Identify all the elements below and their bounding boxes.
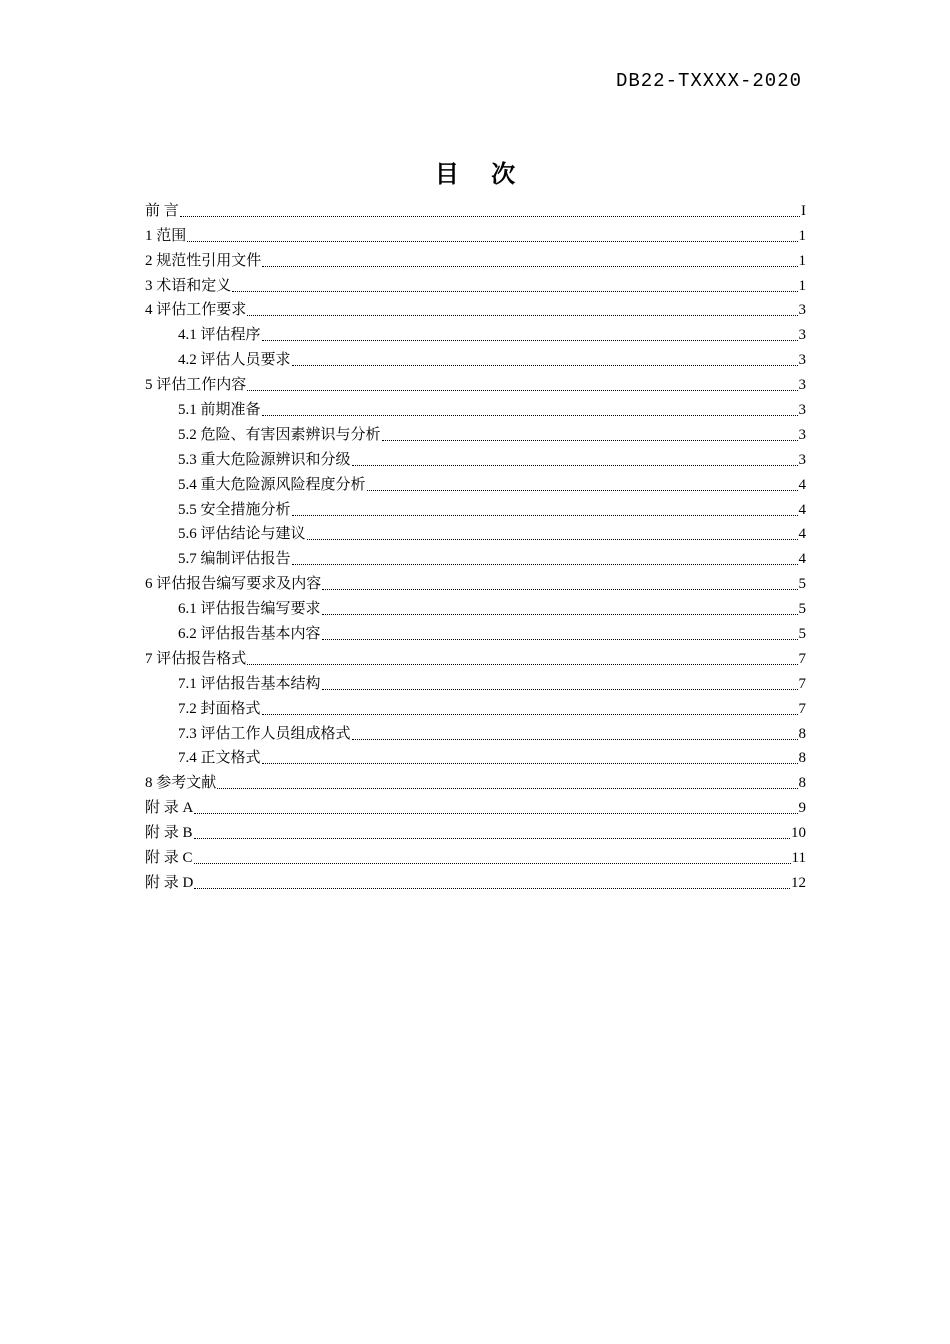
toc-entry[interactable] [145,196,806,221]
toc-entry-page: 3 [798,302,806,319]
toc-entry[interactable] [145,320,806,345]
toc-entry-page: I [801,202,806,219]
toc-entry-label: 2 规范性引用文件 [145,252,262,269]
toc-dot-leader [194,862,791,864]
toc-entry-page: 5 [798,601,806,618]
toc-entry-label: 6 评估报告编写要求及内容 [145,576,322,593]
toc-entry-page: 9 [798,800,806,817]
toc-entry[interactable] [145,843,806,868]
toc-entry-page: 1 [798,277,806,294]
toc-entry-page: 11 [791,850,806,867]
toc-dot-leader [247,663,797,665]
toc-entry-page: 7 [798,675,806,692]
toc-entry[interactable] [145,345,806,370]
document-code: DB22-TXXXX-2020 [615,70,802,92]
toc-entry[interactable] [145,744,806,769]
toc-entry[interactable] [145,445,806,470]
toc-entry[interactable] [145,221,806,246]
toc-entry[interactable] [145,296,806,321]
toc-dot-leader [307,538,798,540]
toc-entry-label: 5.1 前期准备 [178,402,261,419]
toc-entry-label: 1 范围 [145,227,187,244]
toc-entry-label: 附 录 D [145,874,194,891]
table-of-contents [145,196,806,893]
toc-dot-leader [292,514,798,516]
toc-dot-leader [322,588,797,590]
toc-entry-page: 8 [798,725,806,742]
toc-entry[interactable] [145,569,806,594]
toc-entry-label: 5.5 安全措施分析 [178,501,291,518]
toc-entry[interactable] [145,644,806,669]
toc-entry-label: 附 录 A [145,800,194,817]
toc-entry-page: 3 [798,327,806,344]
toc-entry-label: 7.4 正文格式 [178,750,261,767]
toc-entry[interactable] [145,818,806,843]
toc-dot-leader [322,638,798,640]
toc-entry[interactable] [145,520,806,545]
toc-entry-label: 4.2 评估人员要求 [178,352,291,369]
toc-dot-leader [187,240,797,242]
toc-entry-label: 5.7 编制评估报告 [178,551,291,568]
toc-entry[interactable] [145,719,806,744]
toc-entry[interactable] [145,544,806,569]
toc-dot-leader [367,489,798,491]
toc-entry-page: 7 [798,700,806,717]
toc-dot-leader [262,713,798,715]
toc-entry[interactable] [145,694,806,719]
toc-dot-leader [322,613,798,615]
toc-entry-label: 5.6 评估结论与建议 [178,526,306,543]
toc-entry-label: 附 录 C [145,850,193,867]
toc-entry-label: 8 参考文献 [145,775,217,792]
toc-title: 目 次 [434,160,528,188]
toc-entry-label: 前 言 [145,202,179,219]
toc-dot-leader [352,738,798,740]
toc-entry-page: 1 [798,252,806,269]
toc-entry-page: 3 [798,377,806,394]
toc-entry[interactable] [145,420,806,445]
toc-dot-leader [262,339,798,341]
toc-entry-label: 7.2 封面格式 [178,700,261,717]
toc-dot-leader [232,290,797,292]
toc-entry-page: 4 [798,501,806,518]
toc-entry[interactable] [145,868,806,893]
toc-entry-page: 3 [798,352,806,369]
toc-entry-page: 3 [798,402,806,419]
toc-entry-page: 10 [791,825,806,842]
toc-entry-label: 7.1 评估报告基本结构 [178,675,321,692]
toc-dot-leader [217,787,797,789]
toc-entry[interactable] [145,793,806,818]
toc-entry-page: 5 [798,576,806,593]
toc-dot-leader [292,563,798,565]
toc-entry-label: 5.3 重大危险源辨识和分级 [178,451,351,468]
toc-dot-leader [262,762,798,764]
toc-entry-page: 5 [798,626,806,643]
toc-entry-label: 3 术语和定义 [145,277,232,294]
toc-entry-label: 7 评估报告格式 [145,650,247,667]
toc-dot-leader [194,887,790,889]
toc-entry[interactable] [145,495,806,520]
toc-dot-leader [247,314,797,316]
toc-dot-leader [292,364,798,366]
toc-entry-page: 7 [798,650,806,667]
toc-entry[interactable] [145,669,806,694]
toc-entry-page: 4 [798,526,806,543]
toc-entry-label: 附 录 B [145,825,193,842]
toc-dot-leader [262,414,798,416]
toc-entry-page: 3 [798,451,806,468]
toc-entry[interactable] [145,619,806,644]
toc-dot-leader [194,837,790,839]
toc-entry-label: 5.2 危险、有害因素辨识与分析 [178,426,381,443]
toc-entry-page: 1 [798,227,806,244]
toc-entry[interactable] [145,246,806,271]
toc-dot-leader [180,215,800,217]
toc-entry-page: 8 [798,775,806,792]
toc-entry[interactable] [145,594,806,619]
toc-dot-leader [262,265,797,267]
toc-entry-page: 8 [798,750,806,767]
toc-entry-page: 12 [791,874,806,891]
toc-entry[interactable] [145,271,806,296]
toc-dot-leader [322,688,798,690]
toc-entry-label: 6.1 评估报告编写要求 [178,601,321,618]
toc-entry[interactable] [145,470,806,495]
toc-dot-leader [352,464,798,466]
toc-entry-label: 6.2 评估报告基本内容 [178,626,321,643]
toc-entry-page: 4 [798,476,806,493]
toc-entry-label: 5 评估工作内容 [145,377,247,394]
toc-entry-label: 4.1 评估程序 [178,327,261,344]
toc-entry-label: 4 评估工作要求 [145,302,247,319]
toc-dot-leader [194,812,797,814]
toc-entry[interactable] [145,768,806,793]
toc-dot-leader [247,389,797,391]
toc-dot-leader [382,439,798,441]
toc-entry-page: 3 [798,426,806,443]
toc-entry[interactable] [145,395,806,420]
toc-entry-page: 4 [798,551,806,568]
toc-entry[interactable] [145,370,806,395]
toc-entry-label: 5.4 重大危险源风险程度分析 [178,476,366,493]
toc-entry-label: 7.3 评估工作人员组成格式 [178,725,351,742]
